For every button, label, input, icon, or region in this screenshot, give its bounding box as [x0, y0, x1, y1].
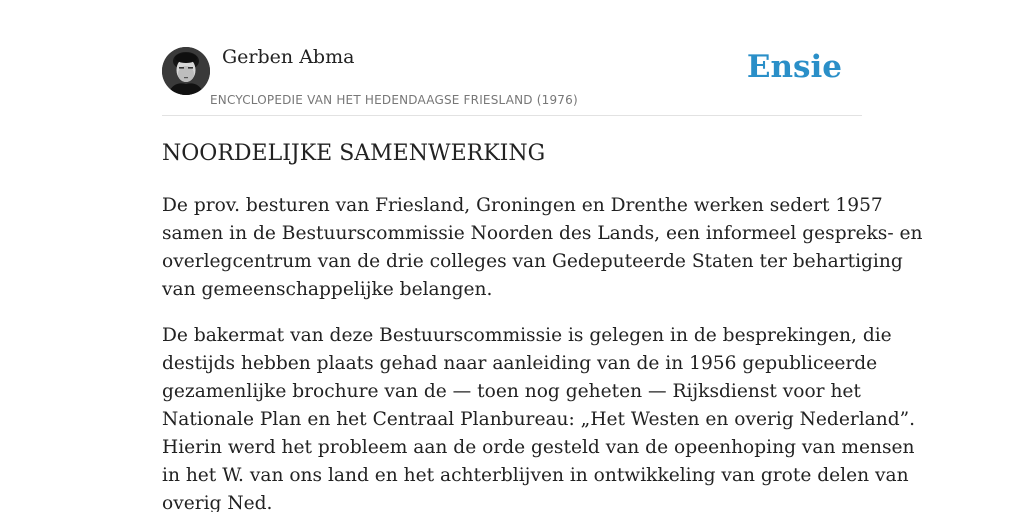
text-line: gezamenlijke brochure van de — toen nog geheten — Rijksdienst voor het [162, 381, 861, 402]
article-header [162, 46, 862, 116]
ensie-logo[interactable]: Ensie [746, 49, 842, 85]
text-line: in het W. van ons land en het achterblijven in ontwikkeling van grote delen van [162, 465, 909, 486]
text-line: overig Ned. [162, 493, 273, 512]
paragraph-2 [162, 322, 916, 512]
author-avatar[interactable] [162, 47, 210, 95]
article-title: NOORDELIJKE SAMENWERKING [162, 141, 546, 166]
author-portrait-icon [162, 47, 210, 95]
text-line: De bakermat van deze Bestuurscommissie is gelegen in de besprekingen, die [162, 325, 892, 346]
text-line: De prov. besturen van Friesland, Groningen en Drenthe werken sedert 1957 [162, 195, 883, 216]
paragraph-1 [162, 192, 923, 304]
author-name[interactable]: Gerben Abma [222, 46, 355, 68]
text-line: overlegcentrum van de drie colleges van Gedeputeerde Staten ter behartiging [162, 251, 903, 272]
text-line: destijds hebben plaats gehad naar aanleiding van de in 1956 gepubliceerde [162, 353, 878, 374]
article-body [162, 192, 923, 512]
text-line: samen in de Bestuurscommissie Noorden des Lands, een informeel gespreks- en [162, 223, 923, 244]
source-title[interactable]: ENCYCLOPEDIE VAN HET HEDENDAAGSE FRIESLAND (1976) [210, 93, 578, 107]
text-line: van gemeenschappelijke belangen. [162, 279, 493, 300]
text-line: Hierin werd het probleem aan de orde gesteld van de opeenhoping van mensen [162, 437, 915, 458]
text-line: Nationale Plan en het Centraal Planbureau: „Het Westen en overig Nederland”. [162, 409, 916, 430]
